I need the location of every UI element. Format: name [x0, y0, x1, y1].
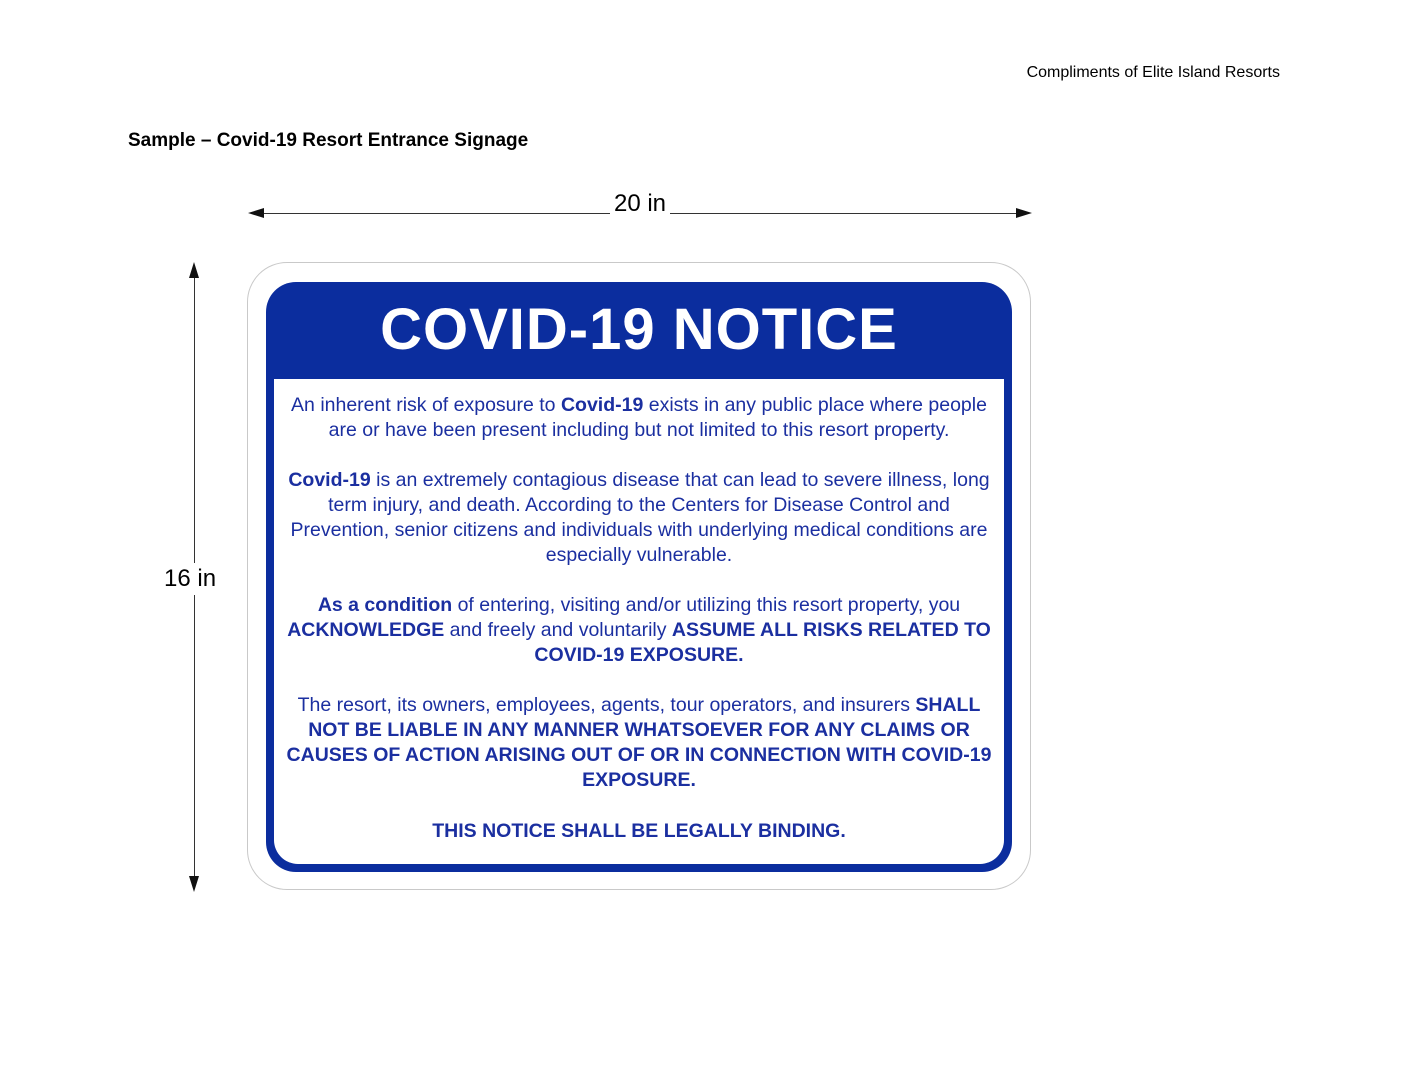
- width-label-wrap: [248, 190, 1032, 218]
- paragraph-liability: [284, 693, 994, 793]
- width-dimension: [248, 190, 1032, 226]
- p2-bold-covid: Covid-19: [288, 469, 371, 491]
- height-label: 16 in: [162, 563, 218, 595]
- paragraph-disease-info: [284, 468, 994, 568]
- sign-heading: COVID-19 NOTICE: [380, 297, 898, 362]
- notice-sign: [266, 282, 1012, 872]
- p3-text-d: and freely and voluntarily: [444, 619, 672, 641]
- p1-bold-covid: Covid-19: [560, 394, 644, 416]
- p1-text-c: exists in any public place where people are or have been present including but not limited to this resort property.: [328, 394, 987, 441]
- p4-text-a: The resort, its owners, employees, agents, tour operators, and insurers: [297, 694, 916, 716]
- sign-body: [274, 379, 1004, 864]
- p3-bold-condition: As a condition: [317, 594, 453, 616]
- p3-bold-acknowledge: ACKNOWLEDGE: [287, 619, 445, 641]
- p1-text-a: An inherent risk of exposure to: [291, 394, 561, 416]
- paragraph-condition: [284, 593, 994, 668]
- width-label: 20 in: [610, 190, 670, 217]
- p3-text-b: of entering, visiting and/or utilizing this resort property, you: [452, 594, 961, 616]
- paragraph-exposure-risk: [284, 393, 994, 443]
- p2-text-b: is an extremely contagious disease that can lead to severe illness, long term injury, and death. According to the Centers for Disease Control and Prevention, senior citizens and individuals with underlying medical conditions are especially vulnerable.: [290, 469, 990, 566]
- p5-bold-binding: THIS NOTICE SHALL BE LEGALLY BINDING.: [432, 820, 846, 842]
- page-title: Sample – Covid-19 Resort Entrance Signage: [128, 130, 529, 151]
- header-note: Compliments of Elite Island Resorts: [1026, 64, 1280, 81]
- p3-bold-assume-risks: ASSUME ALL RISKS RELATED TO COVID-19 EXPOSURE.: [534, 619, 991, 666]
- arrow-down-icon: [189, 876, 199, 892]
- p4-bold-not-liable: SHALL NOT BE LIABLE IN ANY MANNER WHATSOEVER FOR ANY CLAIMS OR CAUSES OF ACTION ARISING OUT OF OR IN CONNECTION WITH COVID-19 EXPOSURE.: [286, 694, 992, 791]
- arrow-up-icon: [189, 262, 199, 278]
- paragraph-binding: [284, 819, 994, 844]
